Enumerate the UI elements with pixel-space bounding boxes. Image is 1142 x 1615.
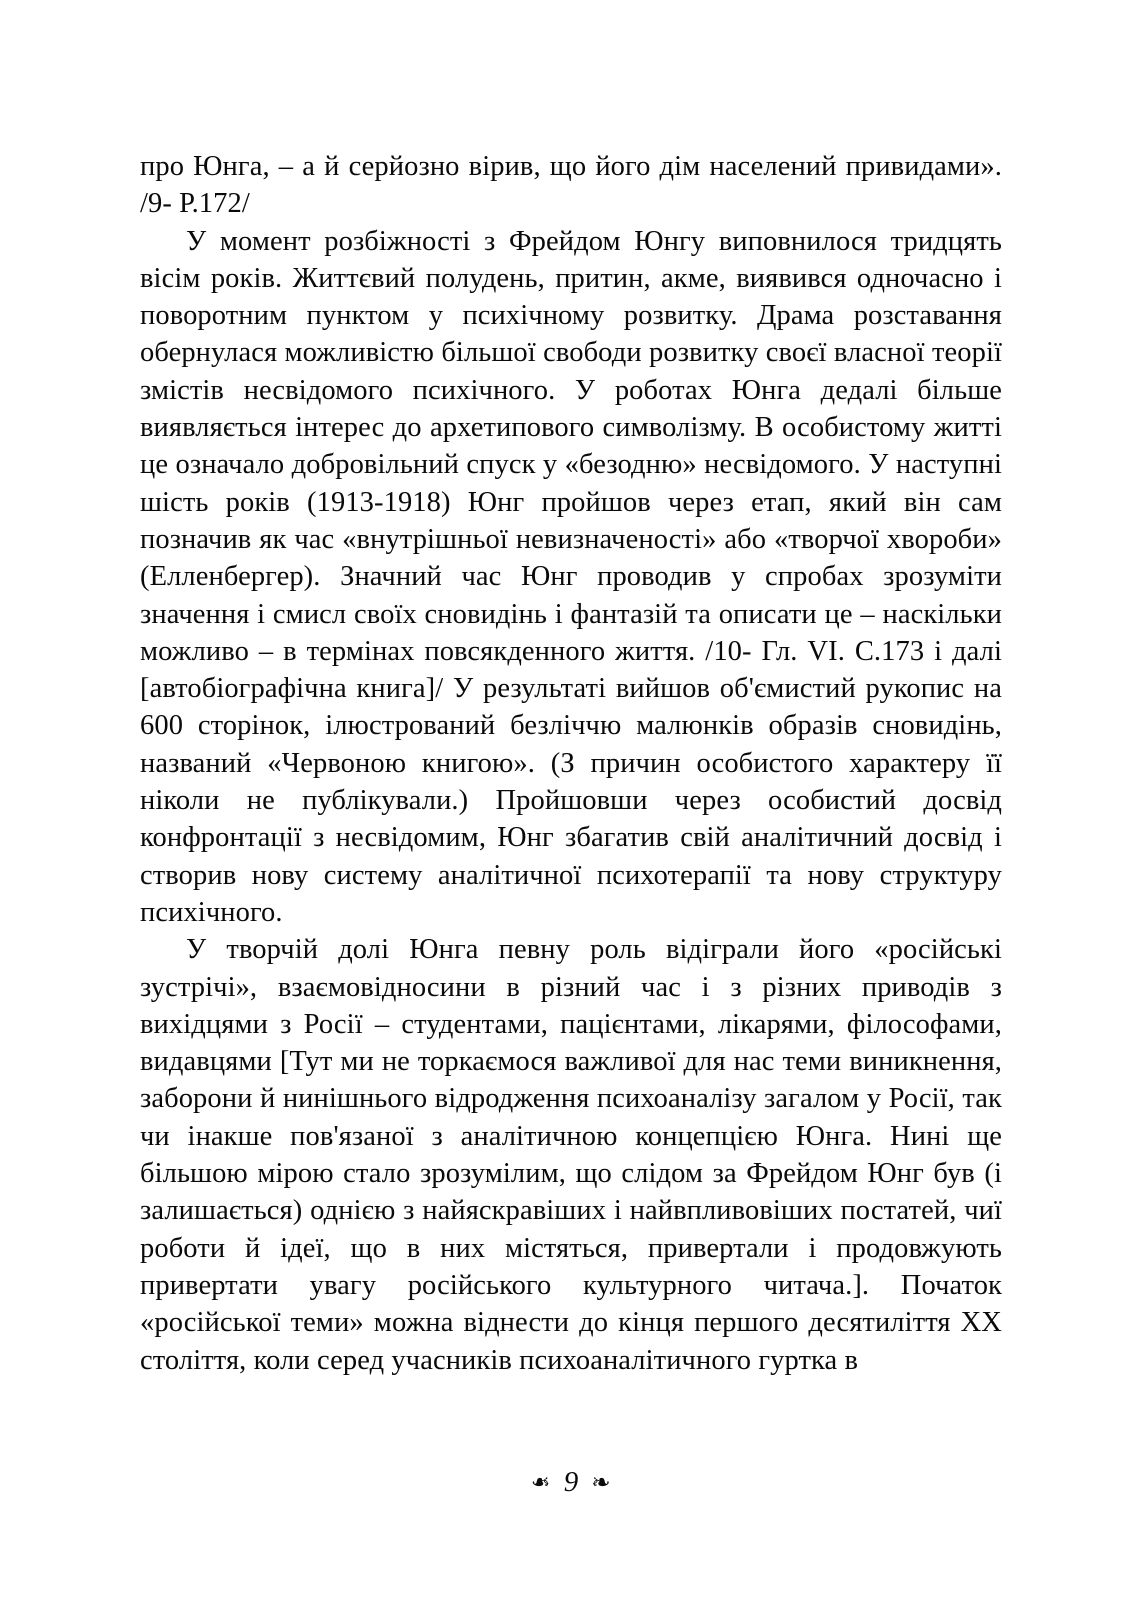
paragraph-1: про Юнга, – а й серйозно вірив, що його дім населений привидами». /9- Р.172/ bbox=[140, 151, 1002, 220]
folio-group bbox=[531, 1468, 610, 1497]
page-number: 9 bbox=[563, 1466, 579, 1498]
page-footer bbox=[0, 1468, 1142, 1497]
paragraph-2: У момент розбіжності з Фрейдом Юнгу виповнилося тридцять вісім років. Життєвий полудень, притин, акме, виявився одночасно і поворотним пунктом у психічному розвитку. Драма розставання обернулася можливістю більшої свободи розвитку своєї власної теорії змістів несвідомого психічного. У роботах Юнга дедалі більше виявляється інтерес до архетипового символізму. В особистому житті це означало добровільний спуск у «безодню» несвідомого. У наступні шість років (1913-1918) Юнг пройшов через етап, який він сам позначив як час «внутрішньої невизначеності» або «творчої хвороби» (Елленбергер). Значний час Юнг проводив у спробах зрозуміти значення і смисл своїх сновидінь і фантазій та описати це – наскільки можливо – в термінах повсякденного життя. /10- Гл. VI. С.173 і далі [автобіографічна книга]/ У результаті вийшов об'ємистий рукопис на 600 сторінок, ілюстрований безліччю малюнків образів сновидінь, названий «Червоною книгою». (З причин особистого характеру її ніколи не публікували.) Пройшовши через особистий досвід конфронтації з несвідомим, Юнг збагатив свій аналітичний досвід і створив нову систему аналітичної психотерапії та нову структуру психічного. bbox=[140, 225, 1002, 928]
paragraph-3: У творчій долі Юнга певну роль відіграли його «російські зустрічі», взаємовідносини в різний час і з різних приводів з вихідцями з Росії – студентами, пацієнтами, лікарями, філософами, видавцями [Тут ми не торкаємося важливої для нас теми виникнення, заборони й нинішнього відродження психоаналізу загалом у Росії, так чи інакше пов'язаної з аналітичною концепцією Юнга. Нині ще більшою мірою стало зрозумілим, що слідом за Фрейдом Юнг був (і залишається) однією з найяскравіших і найвпливовіших постатей, чиї роботи й ідеї, що в них містяться, привертали і продовжують привертати увагу російського культурного читача.]. Початок «російської теми» можна віднести до кінця першого десятиліття ХХ століття, коли серед учасників психоаналітичного гуртка в bbox=[140, 934, 1002, 1376]
leaf-ornament-left-icon: ❧ bbox=[531, 1470, 551, 1496]
page-text-block bbox=[140, 148, 1002, 1379]
leaf-ornament-right-icon: ❧ bbox=[591, 1470, 611, 1496]
